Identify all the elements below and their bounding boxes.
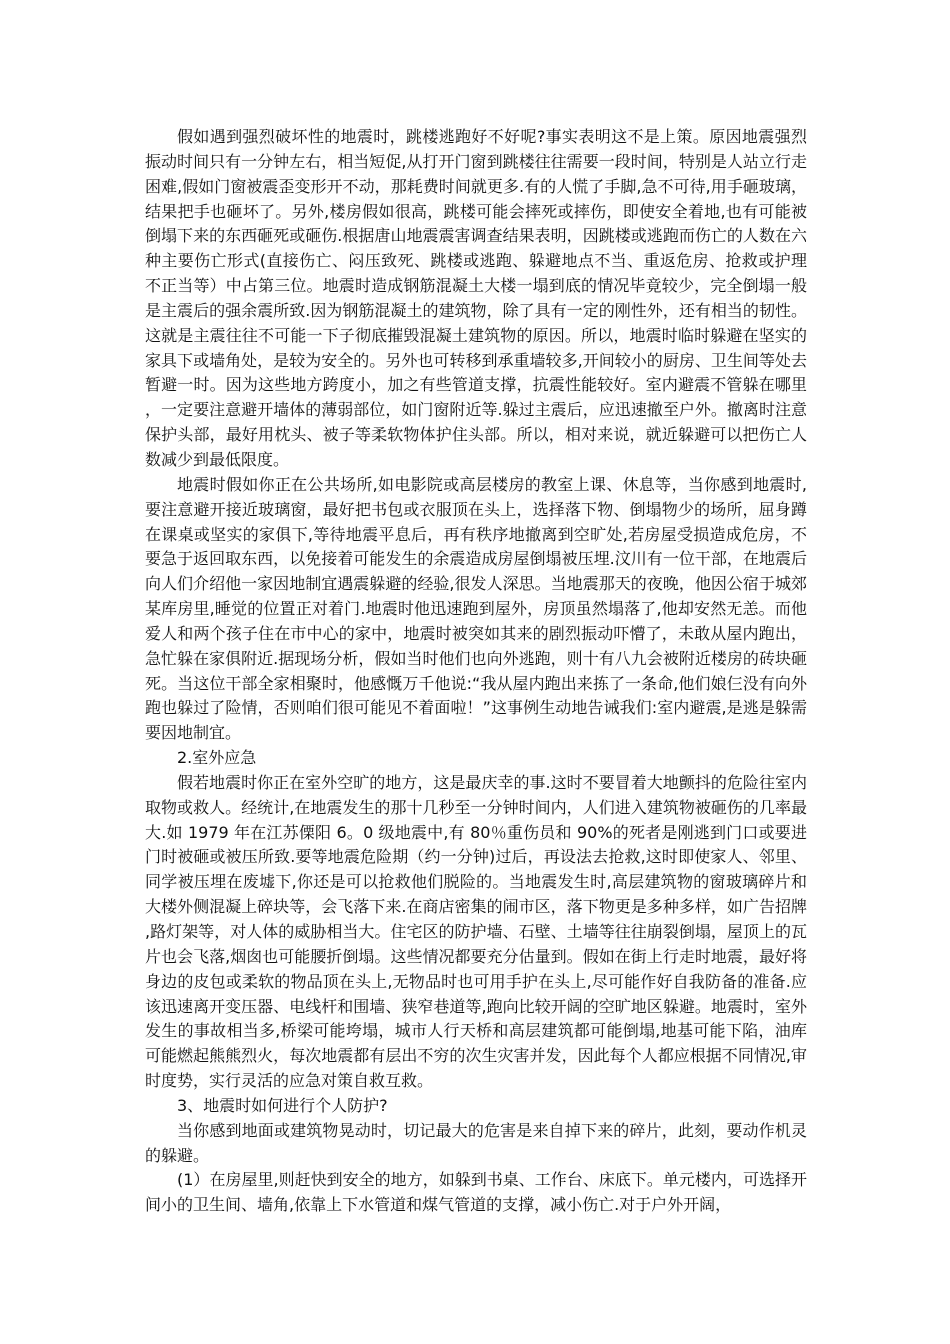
paragraph-protection-intro: 当你感到地面或建筑物晃动时，切记最大的危害是来自掉下来的碎片，此刻，要动作机灵的躲避。 <box>145 1120 807 1165</box>
paragraph-indoor-jumping: 假如遇到强烈破坏性的地震时，跳楼逃跑好不好呢?事实表明这不是上策。原因地震强烈振动时间只有一分钟左右，相当短促,从打开门窗到跳楼往往需要一段时间，特别是人站立行走困难,假如门窗被震歪变形开不动，那耗费时间就更多.有的人慌了手脚,急不可待,用手砸玻璃，结果把手也砸坏了。另外,楼房假如很高，跳楼可能会摔死或摔伤，即使安全着地,也有可能被倒塌下来的东西砸死或砸伤.根据唐山地震震害调查结果表明，因跳楼或逃跑而伤亡的人数在六种主要伤亡形式(直接伤亡、闷压致死、跳楼或逃跑、躲避地点不当、重返危房、抢救或护理不正当等）中占第三位。地震时造成钢筋混凝土大楼一塌到底的情况毕竟较少，完全倒塌一般是主震后的强余震所致.因为钢筋混凝土的建筑物，除了具有一定的刚性外，还有相当的韧性。这就是主震往往不可能一下子彻底摧毁混凝土建筑物的原因。所以，地震时临时躲避在坚实的家具下或墙角处，是较为安全的。另外也可转移到承重墙较多,开间较小的厨房、卫生间等处去暂避一时。因为这些地方跨度小，加之有些管道支撑，抗震性能较好。室内避震不管躲在哪里，一定要注意避开墙体的薄弱部位，如门窗附近等.躲过主震后，应迅速撤至户外。撤离时注意保护头部，最好用枕头、被子等柔软物体护住头部。所以，相对来说，就近躲避可以把伤亡人数减少到最低限度。 <box>145 127 807 469</box>
paragraph-public-places: 地震时假如你正在公共场所,如电影院或高层楼房的教室上课、休息等，当你感到地震时,要注意避开接近玻璃窗，最好把书包或衣服顶在头上，选择落下物、倒塌物少的场所，屈身蹲在课桌或坚实的家俱下,等待地震平息后，再有秩序地撤离到空旷处,若房屋受损造成危房，不要急于返回取东西，以免接着可能发生的余震造成房屋倒塌被压埋.汶川有一位干部，在地震后向人们介绍他一家因地制宜遇震躲避的经验,很发人深思。当地震那天的夜晚，他因公宿于城郊某库房里,睡觉的位置正对着门.地震时他迅速跑到屋外，房顶虽然塌落了,他却安然无恙。而他爱人和两个孩子住在市中心的家中，地震时被突如其来的剧烈振动吓懵了，未敢从屋内跑出，急忙躲在家俱附近.据现场分析，假如当时他们也向外逃跑，则十有八九会被附近楼房的砖块砸死。当这位干部全家相聚时，他感慨万千他说:“我从屋内跑出来拣了一条命,他们娘仨没有向外跑也躲过了险情，否则咱们很可能见不着面啦！”这事例生动地告诫我们:室内避震,是逃是躲需要因地制宜。 <box>145 474 807 743</box>
section-heading-protection: 3、地震时如何进行个人防护? <box>177 1095 388 1115</box>
paragraph-protection-item-1: (1）在房屋里,则赶快到安全的地方，如躲到书桌、工作台、床底下。单元楼内，可选择开间小的卫生间、墙角,依靠上下水管道和煤气管道的支撑，减小伤亡.对于户外开阔， <box>145 1170 807 1215</box>
paragraph-outdoor: 假若地震时你正在室外空旷的地方，这是最庆幸的事.这时不要冒着大地颤抖的危险往室内取物或救人。经统计,在地震发生的那十几秒至一分钟时间内，人们进入建筑物被砸伤的几率最大.如 1979 年在江苏傈阳 6。0 级地震中,有 80％重伤员和 90%的死者是刚逃到门口或要进门时被砸或被压所致.要等地震危险期（约一分钟)过后，再设法去抢救,这时即使家人、邻里、同学被压埋在废墟下,你还是可以抢救他们脱险的。当地震发生时,高层建筑物的窗玻璃碎片和大楼外侧混凝上碎块等，会飞落下来.在商店密集的闹市区，落下物更是多种多样，如广告招牌,路灯架等，对人体的威胁相当大。住宅区的防护墙、石壁、土墙等往往崩裂倒塌，屋顶上的瓦片也会飞落,烟囱也可能腰折倒塌。这些情况都要充分估量到。假如在街上行走时地震，最好将身边的皮包或柔软的物品顶在头上,无物品时也可用手护在头上,尽可能作好自我防备的准备.应该迅速离开变压器、电线杆和围墙、狭窄巷道等,跑向比较开阔的空旷地区躲避。地震时，室外发生的事故相当多,桥梁可能垮塌，城市人行天桥和高层建筑都可能倒塌,地基可能下陷，油库可能燃起熊熊烈火，每次地震都有层出不穷的次生灾害并发，因此每个人都应根据不同情况,审时度势，实行灵活的应急对策自救互救。 <box>145 772 807 1091</box>
document-page <box>145 125 807 1218</box>
section-heading-outdoor: 2.室外应急 <box>177 748 257 768</box>
